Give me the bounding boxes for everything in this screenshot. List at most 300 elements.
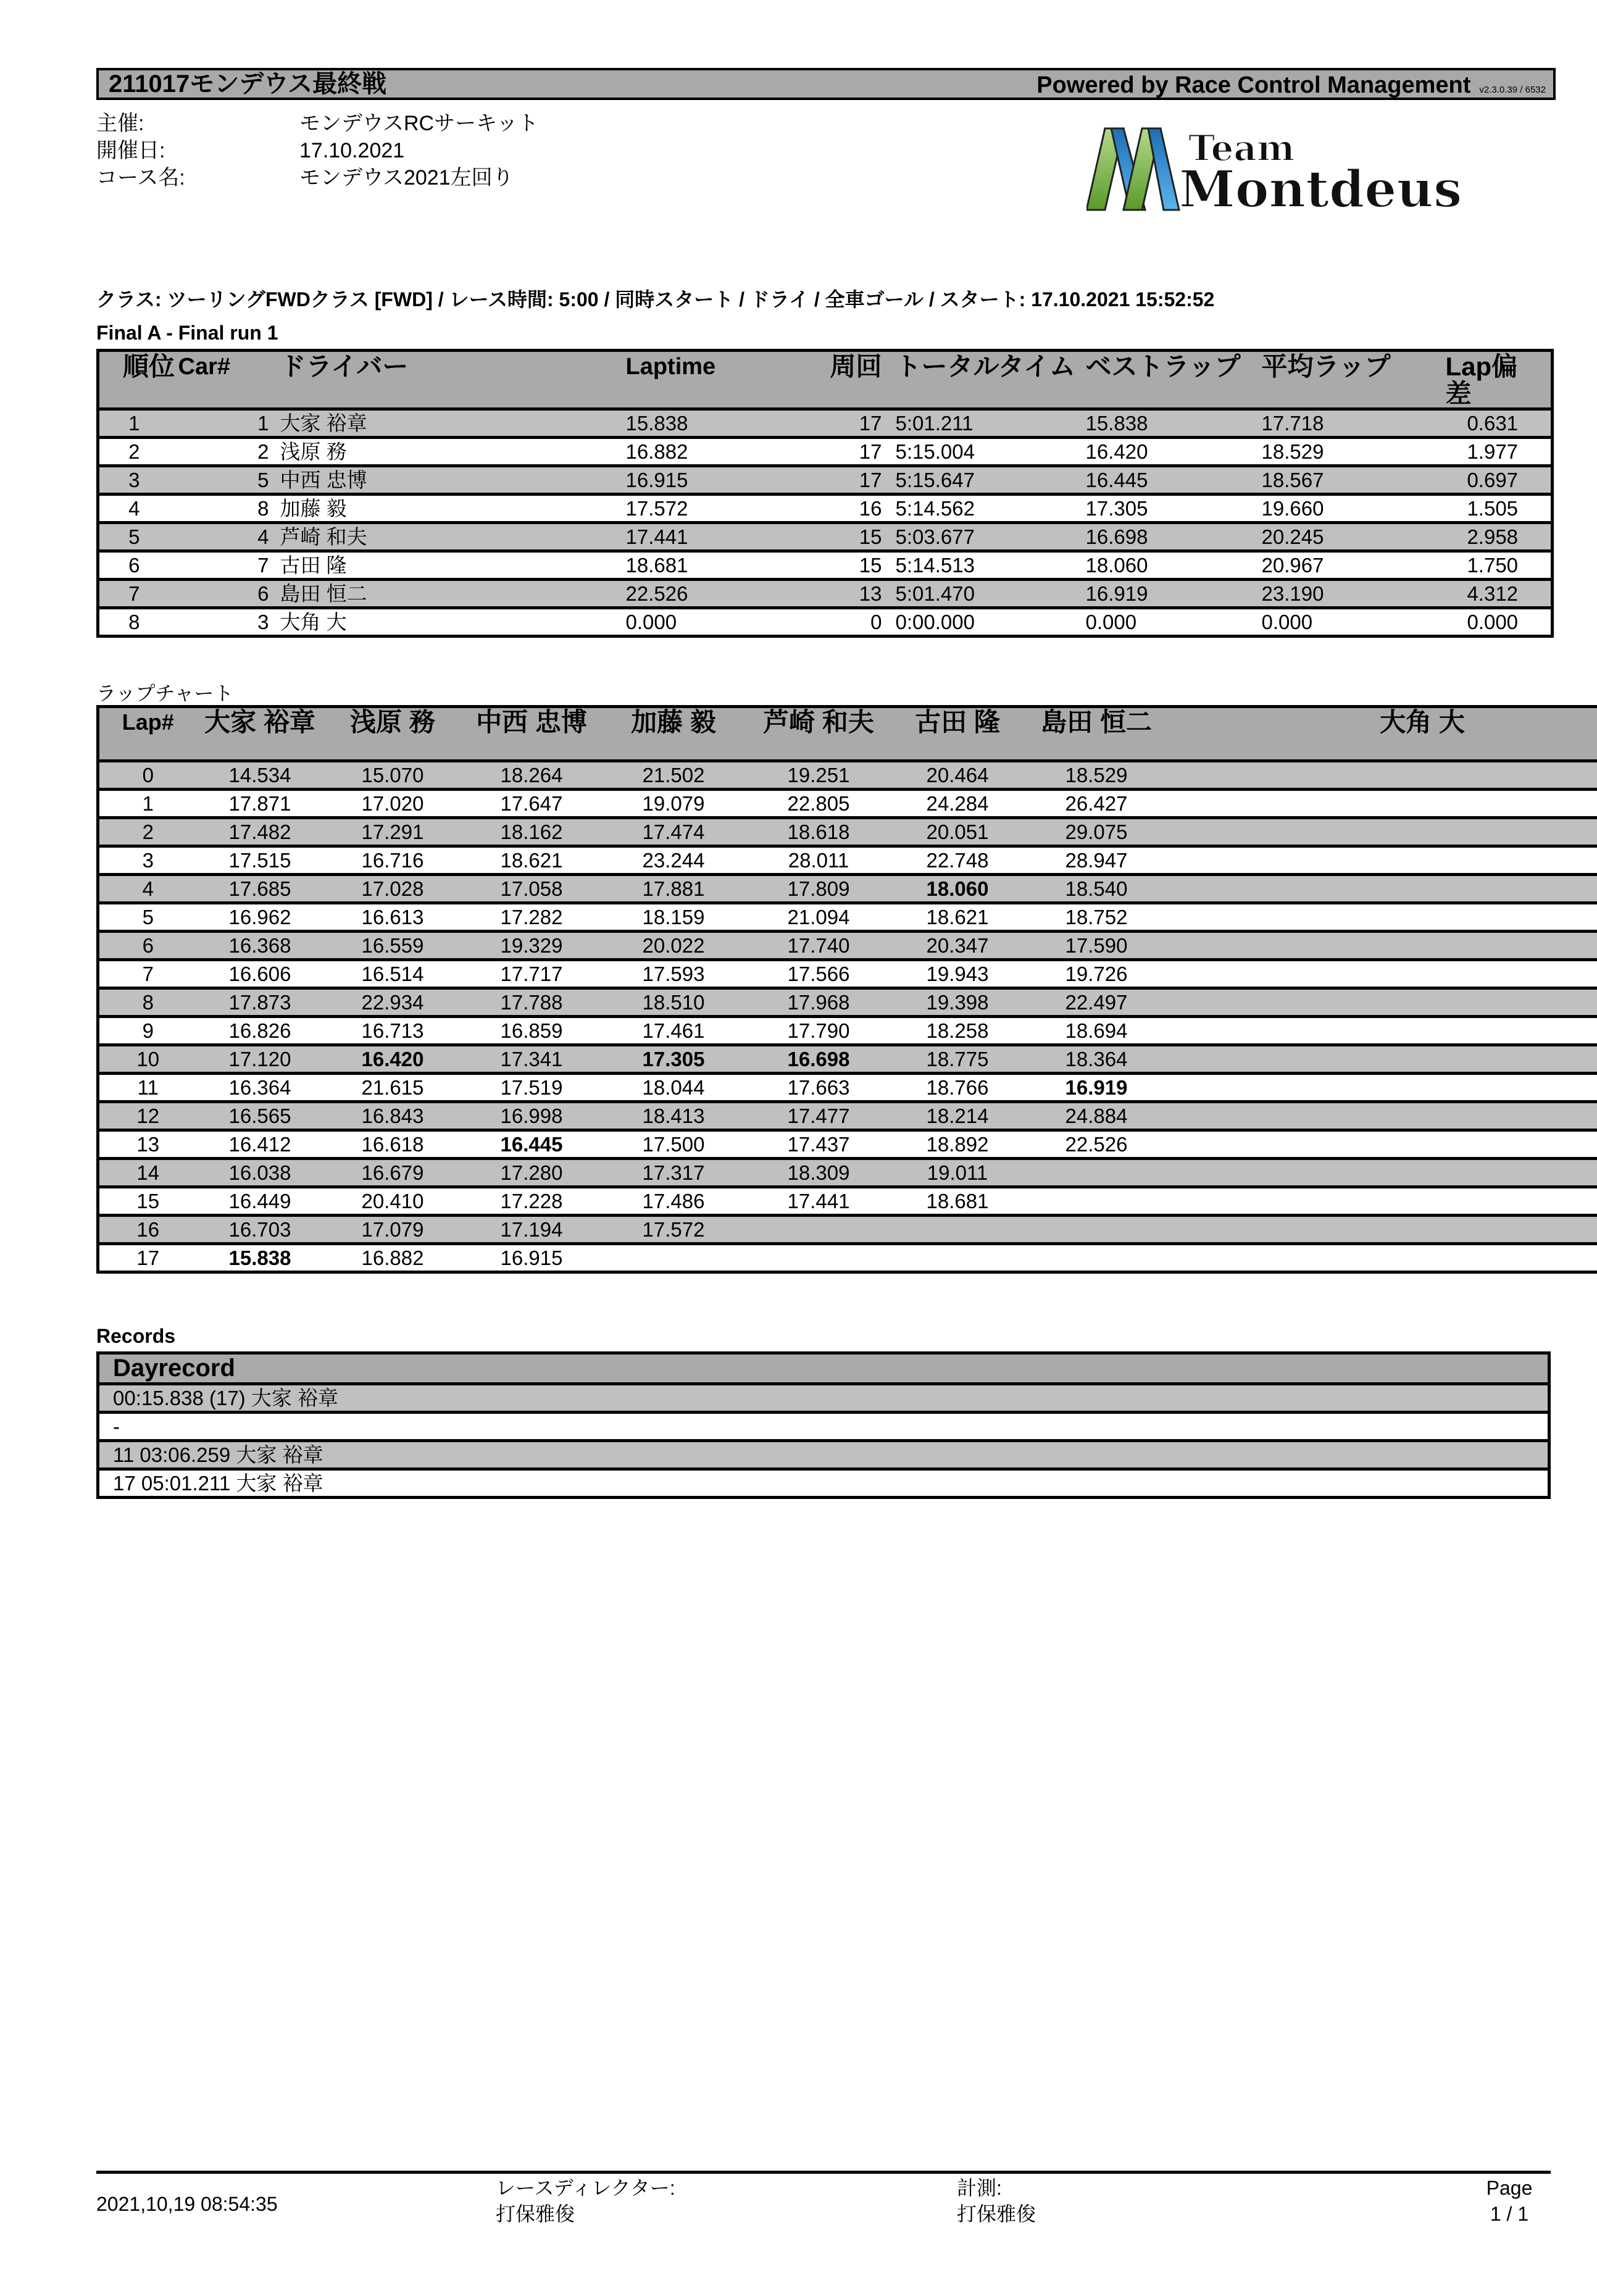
result-average-lap: 18.567 [1261, 469, 1324, 491]
result-laps: 17 [859, 440, 882, 463]
record-row [98, 1413, 1549, 1441]
result-car-number: 3 [257, 611, 269, 633]
lap-time-cell: 17.441 [787, 1190, 850, 1213]
lap-number: 5 [142, 906, 154, 929]
result-row [98, 551, 1553, 580]
lap-time-cell: 16.514 [361, 962, 424, 985]
lap-time-cell [1169, 932, 1597, 960]
result-total-time: 5:15.647 [895, 469, 975, 491]
result-car-number: 5 [257, 469, 269, 491]
lap-time-cell: 19.329 [500, 934, 563, 957]
powered-by [1036, 70, 1546, 105]
col-driver-lap[interactable]: 大家 裕章 [204, 708, 315, 737]
lap-time-cell [746, 1216, 891, 1244]
organizer-label: 主催: [96, 112, 144, 135]
lap-time-cell [1169, 1130, 1597, 1159]
result-average-lap: 18.529 [1261, 440, 1324, 463]
lap-time-cell: 17.968 [787, 991, 850, 1014]
title-bar [96, 68, 1556, 100]
result-total-time: 5:15.004 [895, 440, 975, 463]
lap-row [98, 1244, 1597, 1272]
powered-by-text: Powered by Race Control Management [1036, 72, 1471, 98]
lap-time-cell [1169, 1216, 1597, 1244]
lap-time-cell: 16.915 [500, 1246, 563, 1269]
lap-number: 11 [137, 1076, 159, 1099]
lap-time-cell: 18.621 [500, 849, 563, 872]
lap-time-cell: 15.838 [228, 1246, 291, 1269]
col-driver-lap[interactable]: 浅原 務 [350, 708, 435, 737]
lap-time-cell: 18.264 [500, 764, 563, 787]
result-position: 8 [128, 611, 140, 633]
lap-time-cell: 18.621 [926, 906, 989, 929]
version-text: v2.3.0.39 / 6532 [1479, 85, 1546, 95]
result-driver: 芦崎 和夫 [280, 525, 367, 548]
lap-number: 6 [142, 934, 154, 957]
lap-time-cell [1169, 790, 1597, 818]
lap-number: 1 [142, 792, 154, 815]
lap-time-cell [746, 1244, 891, 1272]
result-lap-deviation: 1.977 [1467, 440, 1519, 463]
lap-time-cell: 16.445 [500, 1133, 563, 1156]
logo-team-text: Team [1188, 127, 1295, 169]
col-car-number[interactable]: Car# [178, 354, 230, 380]
lap-time-cell: 17.461 [642, 1019, 705, 1042]
lap-row [98, 1187, 1597, 1216]
result-laptime: 18.681 [625, 554, 688, 577]
lap-time-cell [1169, 1159, 1597, 1187]
result-car-number: 2 [257, 440, 269, 463]
result-position: 5 [128, 525, 140, 548]
lap-time-cell: 17.305 [642, 1048, 705, 1071]
result-average-lap: 17.718 [1261, 412, 1324, 435]
lap-time-cell: 17.566 [787, 962, 850, 985]
col-driver-lap[interactable]: 加藤 毅 [631, 708, 716, 737]
lap-row [98, 1074, 1597, 1102]
lap-time-cell: 18.529 [1065, 764, 1128, 787]
lap-time-cell: 16.559 [361, 934, 424, 957]
result-total-time: 5:01.211 [895, 412, 974, 435]
lap-time-cell: 17.685 [228, 877, 291, 900]
lap-time-cell: 16.826 [228, 1019, 291, 1042]
records-table [96, 1351, 1551, 1499]
lap-time-cell [1169, 1244, 1597, 1272]
timing-label: 計測: [957, 2177, 1002, 2199]
lap-time-cell [1169, 1017, 1597, 1045]
lap-time-cell: 16.412 [228, 1133, 291, 1156]
result-driver: 大家 裕章 [280, 412, 367, 435]
result-laps: 13 [859, 582, 882, 605]
result-row [98, 523, 1553, 551]
result-laptime: 16.915 [625, 469, 688, 491]
lap-time-cell: 22.526 [1065, 1133, 1128, 1156]
lapchart-section-label: ラップチャート [96, 682, 234, 704]
result-position: 7 [128, 582, 140, 605]
lap-row [98, 1017, 1597, 1045]
lap-time-cell: 18.775 [926, 1048, 989, 1071]
col-driver-lap[interactable]: 古田 隆 [915, 708, 1000, 737]
lap-time-cell: 21.615 [361, 1076, 424, 1099]
lap-time-cell: 26.427 [1065, 792, 1128, 815]
lap-time-cell: 17.317 [642, 1161, 705, 1184]
record-row [98, 1384, 1549, 1413]
lap-time-cell [891, 1244, 1024, 1272]
lap-number: 10 [136, 1048, 160, 1071]
result-position: 6 [128, 554, 140, 577]
page-label: Page [1486, 2177, 1533, 2199]
lap-time-cell: 23.244 [642, 849, 705, 872]
result-best-lap: 15.838 [1085, 412, 1148, 435]
lap-number: 13 [136, 1133, 160, 1156]
record-text: 11 03:06.259 大家 裕章 [113, 1443, 323, 1466]
result-position: 1 [128, 412, 140, 435]
lap-time-cell: 18.162 [500, 820, 563, 843]
col-laptime[interactable]: Laptime [625, 354, 716, 380]
lap-time-cell [1024, 1244, 1169, 1272]
result-average-lap: 20.245 [1261, 525, 1324, 548]
result-driver: 浅原 務 [280, 440, 347, 463]
lap-row [98, 846, 1597, 875]
lap-time-cell: 17.519 [500, 1076, 563, 1099]
lap-time-cell: 28.011 [788, 849, 849, 872]
lap-time-cell [1169, 761, 1597, 790]
lap-row [98, 932, 1597, 960]
result-laps: 15 [859, 554, 882, 577]
result-total-time: 5:01.470 [895, 582, 975, 605]
lap-time-cell: 19.011 [927, 1161, 988, 1184]
results-section-label: Final A - Final run 1 [96, 322, 278, 344]
result-laps: 16 [859, 497, 882, 520]
dayrecord-header: Dayrecord [113, 1355, 235, 1382]
lap-time-cell: 24.284 [926, 792, 989, 815]
lap-time-cell: 17.486 [642, 1190, 705, 1213]
result-best-lap: 16.420 [1085, 440, 1148, 463]
result-best-lap: 16.919 [1085, 582, 1148, 605]
lap-time-cell: 18.214 [926, 1104, 989, 1127]
result-car-number: 1 [257, 412, 269, 435]
lap-row [98, 875, 1597, 903]
lap-time-cell: 29.075 [1065, 820, 1128, 843]
col-driver-lap[interactable]: 大角 大 [1380, 708, 1465, 737]
lap-time-cell: 16.843 [361, 1104, 424, 1127]
result-car-number: 4 [257, 525, 269, 548]
lap-time-cell: 18.752 [1065, 906, 1128, 929]
result-lap-deviation: 2.958 [1467, 525, 1519, 548]
lap-number: 7 [142, 962, 154, 985]
lap-time-cell: 17.500 [642, 1133, 705, 1156]
lap-number: 16 [136, 1218, 160, 1241]
result-laptime: 0.000 [625, 611, 677, 633]
lap-time-cell: 22.934 [361, 991, 424, 1014]
result-laptime: 22.526 [625, 582, 688, 605]
lap-time-cell: 17.228 [500, 1190, 563, 1213]
lap-time-cell: 24.884 [1065, 1104, 1128, 1127]
result-position: 4 [128, 497, 140, 520]
race-director-name: 打保雅俊 [496, 2203, 575, 2225]
result-total-time: 0:00.000 [895, 611, 975, 633]
lap-number: 12 [136, 1104, 160, 1127]
col-total-time[interactable]: トータルタイム [895, 352, 1075, 381]
results-header-row [98, 351, 1553, 409]
lap-time-cell: 18.044 [642, 1076, 705, 1099]
lap-time-cell [1169, 1102, 1597, 1130]
result-average-lap: 19.660 [1261, 497, 1324, 520]
result-laps: 15 [859, 525, 882, 548]
lap-time-cell: 16.364 [228, 1076, 291, 1099]
result-best-lap: 16.445 [1085, 469, 1148, 491]
lap-time-cell: 18.510 [642, 991, 705, 1014]
lap-row [98, 903, 1597, 932]
lap-time-cell: 16.420 [361, 1048, 424, 1071]
record-row [98, 1469, 1549, 1498]
col-driver-lap[interactable]: 島田 恒二 [1041, 708, 1152, 737]
col-driver-lap[interactable]: 芦崎 和夫 [763, 708, 874, 737]
logo-montdeus-text: Montdeus [1179, 160, 1462, 213]
lapchart-table [96, 705, 1597, 1274]
class-info-line: クラス: ツーリングFWDクラス [FWD] / レース時間: 5:00 / 同時スタート / ドライ / 全車ゴール / スタート: 17.10.2021 15:52:52 [96, 288, 1215, 311]
lap-row [98, 1045, 1597, 1074]
lap-time-cell: 17.058 [500, 877, 563, 900]
logo-m-mark-icon [1086, 123, 1525, 213]
result-total-time: 5:14.562 [895, 497, 975, 520]
result-laps: 0 [870, 611, 882, 633]
lap-time-cell: 17.593 [642, 962, 705, 985]
record-row [98, 1441, 1549, 1469]
lap-time-cell: 18.159 [642, 906, 705, 929]
printed-timestamp: 2021,10,19 08:54:35 [96, 2193, 278, 2215]
lap-time-cell [1169, 875, 1597, 903]
lap-time-cell: 16.565 [228, 1104, 291, 1127]
col-lap-deviation[interactable]: Lap偏差 [1445, 352, 1518, 408]
lap-time-cell: 17.572 [642, 1218, 705, 1241]
result-laptime: 16.882 [625, 440, 688, 463]
lap-time-cell: 18.540 [1065, 877, 1128, 900]
event-date-value: 17.10.2021 [299, 139, 405, 162]
lap-time-cell: 20.051 [926, 820, 989, 843]
lap-time-cell: 17.663 [787, 1076, 850, 1099]
lap-time-cell: 17.477 [787, 1104, 850, 1127]
lap-time-cell: 17.881 [642, 877, 705, 900]
event-date-label: 開催日: [96, 139, 165, 162]
lap-time-cell [1169, 1045, 1597, 1074]
result-lap-deviation: 0.631 [1467, 412, 1519, 435]
lap-time-cell: 18.892 [926, 1133, 989, 1156]
lap-time-cell: 17.740 [787, 934, 850, 957]
lap-time-cell: 19.943 [926, 962, 989, 985]
col-laps[interactable]: 周回 [830, 352, 882, 381]
result-laptime: 17.572 [625, 497, 688, 520]
result-lap-deviation: 0.000 [1467, 611, 1519, 633]
lap-time-cell: 18.258 [926, 1019, 989, 1042]
lap-time-cell: 17.020 [361, 792, 424, 815]
lap-time-cell: 21.502 [642, 764, 705, 787]
lap-time-cell: 17.482 [228, 820, 291, 843]
lap-time-cell: 18.413 [642, 1104, 705, 1127]
col-lap-number[interactable]: Lap# [122, 709, 174, 735]
lap-time-cell: 16.698 [787, 1048, 850, 1071]
lap-time-cell: 14.534 [228, 764, 291, 787]
lap-time-cell: 16.882 [361, 1246, 424, 1269]
lap-time-cell: 15.070 [361, 764, 424, 787]
lap-time-cell: 22.748 [926, 849, 989, 872]
page-number: 1 / 1 [1490, 2203, 1529, 2225]
lap-time-cell [1169, 1074, 1597, 1102]
organizer-value: モンデウスRCサーキット [299, 112, 539, 135]
result-row [98, 466, 1553, 495]
lap-time-cell: 21.094 [787, 906, 850, 929]
lap-number: 3 [142, 849, 154, 872]
lap-time-cell: 16.703 [228, 1218, 291, 1241]
record-text: 00:15.838 (17) 大家 裕章 [113, 1387, 338, 1409]
lap-time-cell [1024, 1216, 1169, 1244]
lap-time-cell: 19.398 [926, 991, 989, 1014]
lap-time-cell: 20.022 [642, 934, 705, 957]
lap-time-cell [1169, 903, 1597, 932]
result-position: 3 [128, 469, 140, 491]
lap-time-cell: 16.716 [361, 849, 424, 872]
lap-time-cell: 17.647 [500, 792, 563, 815]
result-row [98, 409, 1553, 438]
result-driver: 島田 恒二 [280, 582, 367, 605]
lap-time-cell: 18.681 [926, 1190, 989, 1213]
lap-time-cell: 17.788 [500, 991, 563, 1014]
lap-time-cell: 18.060 [926, 877, 989, 900]
timing-name: 打保雅俊 [957, 2203, 1036, 2225]
result-row [98, 580, 1553, 608]
lap-time-cell: 17.790 [787, 1019, 850, 1042]
lap-row [98, 1159, 1597, 1187]
lap-time-cell: 16.606 [228, 962, 291, 985]
col-average-lap[interactable]: 平均ラップ [1261, 352, 1391, 381]
lap-time-cell: 20.410 [361, 1190, 424, 1213]
result-laps: 17 [859, 469, 882, 491]
lap-time-cell: 17.717 [500, 962, 563, 985]
lap-time-cell: 17.079 [361, 1218, 424, 1241]
lap-time-cell: 17.028 [361, 877, 424, 900]
lap-time-cell: 17.280 [500, 1161, 563, 1184]
result-car-number: 8 [257, 497, 269, 520]
lap-time-cell [601, 1244, 746, 1272]
col-best-lap[interactable]: ベストラップ [1085, 352, 1241, 381]
result-driver: 古田 隆 [280, 554, 347, 577]
lap-time-cell: 16.449 [228, 1190, 291, 1213]
result-lap-deviation: 0.697 [1467, 469, 1519, 491]
lap-time-cell: 16.613 [361, 906, 424, 929]
records-section-label: Records [96, 1325, 176, 1347]
result-total-time: 5:03.677 [895, 525, 975, 548]
lap-time-cell: 17.871 [228, 792, 291, 815]
record-text: - [113, 1415, 120, 1438]
lap-number: 14 [136, 1161, 160, 1184]
course-name-label: コース名: [96, 166, 185, 190]
result-row [98, 495, 1553, 523]
lap-time-cell: 18.694 [1065, 1019, 1128, 1042]
race-director-label: レースディレクター: [496, 2177, 675, 2199]
lap-time-cell: 17.590 [1065, 934, 1128, 957]
result-lap-deviation: 1.505 [1467, 497, 1519, 520]
lap-number: 8 [142, 991, 154, 1014]
lap-time-cell: 16.618 [361, 1133, 424, 1156]
lap-time-cell: 16.919 [1065, 1076, 1128, 1099]
result-best-lap: 0.000 [1085, 611, 1137, 633]
result-total-time: 5:14.513 [895, 554, 975, 577]
lap-time-cell: 18.309 [787, 1161, 850, 1184]
result-row [98, 438, 1553, 466]
lap-time-cell: 17.282 [500, 906, 563, 929]
lap-row [98, 818, 1597, 846]
result-row [98, 608, 1553, 637]
result-lap-deviation: 4.312 [1467, 582, 1519, 605]
lap-time-cell [1169, 960, 1597, 988]
lap-time-cell [1024, 1159, 1169, 1187]
lap-time-cell: 19.726 [1065, 962, 1128, 985]
lap-time-cell: 22.805 [787, 792, 850, 815]
lapchart-header-row [98, 707, 1597, 761]
record-text: 17 05:01.211 大家 裕章 [113, 1472, 323, 1495]
lap-time-cell: 18.364 [1065, 1048, 1128, 1071]
result-laptime: 17.441 [625, 525, 688, 548]
result-car-number: 7 [257, 554, 269, 577]
lap-number: 0 [142, 764, 154, 787]
result-average-lap: 20.967 [1261, 554, 1324, 577]
lap-time-cell: 16.859 [500, 1019, 563, 1042]
result-lap-deviation: 1.750 [1467, 554, 1519, 577]
lap-time-cell: 17.873 [228, 991, 291, 1014]
lap-row [98, 960, 1597, 988]
lap-time-cell [891, 1216, 1024, 1244]
lap-time-cell [1169, 818, 1597, 846]
lap-time-cell: 28.947 [1065, 849, 1128, 872]
lap-time-cell: 16.998 [500, 1104, 563, 1127]
col-driver-lap[interactable]: 中西 忠博 [476, 708, 587, 737]
lap-row [98, 761, 1597, 790]
lap-time-cell: 16.038 [228, 1161, 291, 1184]
footer-divider [96, 2171, 1551, 2174]
team-montdeus-logo [1086, 123, 1525, 213]
result-position: 2 [128, 440, 140, 463]
lap-time-cell: 17.515 [228, 849, 291, 872]
lap-number: 9 [142, 1019, 154, 1042]
result-best-lap: 18.060 [1085, 554, 1148, 577]
lap-row [98, 1216, 1597, 1244]
lap-row [98, 1102, 1597, 1130]
lap-row [98, 790, 1597, 818]
lap-row [98, 1130, 1597, 1159]
lap-time-cell: 16.368 [228, 934, 291, 957]
col-position[interactable]: 順位 [123, 352, 175, 381]
lap-time-cell: 19.079 [642, 792, 705, 815]
lap-time-cell: 17.120 [228, 1048, 291, 1071]
col-driver[interactable]: ドライバー [280, 352, 409, 381]
lap-time-cell: 20.347 [926, 934, 989, 957]
lap-time-cell: 17.291 [361, 820, 424, 843]
result-average-lap: 23.190 [1261, 582, 1324, 605]
results-table [96, 349, 1554, 638]
result-best-lap: 16.698 [1085, 525, 1148, 548]
lap-number: 4 [142, 877, 154, 900]
event-title: 211017モンデウス最終戦 [109, 70, 387, 98]
result-average-lap: 0.000 [1261, 611, 1313, 633]
result-driver: 加藤 毅 [280, 497, 347, 520]
result-driver: 中西 忠博 [280, 469, 367, 491]
lap-time-cell [1169, 1187, 1597, 1216]
lap-number: 15 [136, 1190, 160, 1213]
lap-time-cell: 22.497 [1065, 991, 1128, 1014]
lap-time-cell: 19.251 [787, 764, 850, 787]
lap-time-cell: 17.474 [642, 820, 705, 843]
lap-time-cell: 17.809 [787, 877, 850, 900]
lap-time-cell: 17.341 [500, 1048, 563, 1071]
lap-time-cell [1169, 846, 1597, 875]
